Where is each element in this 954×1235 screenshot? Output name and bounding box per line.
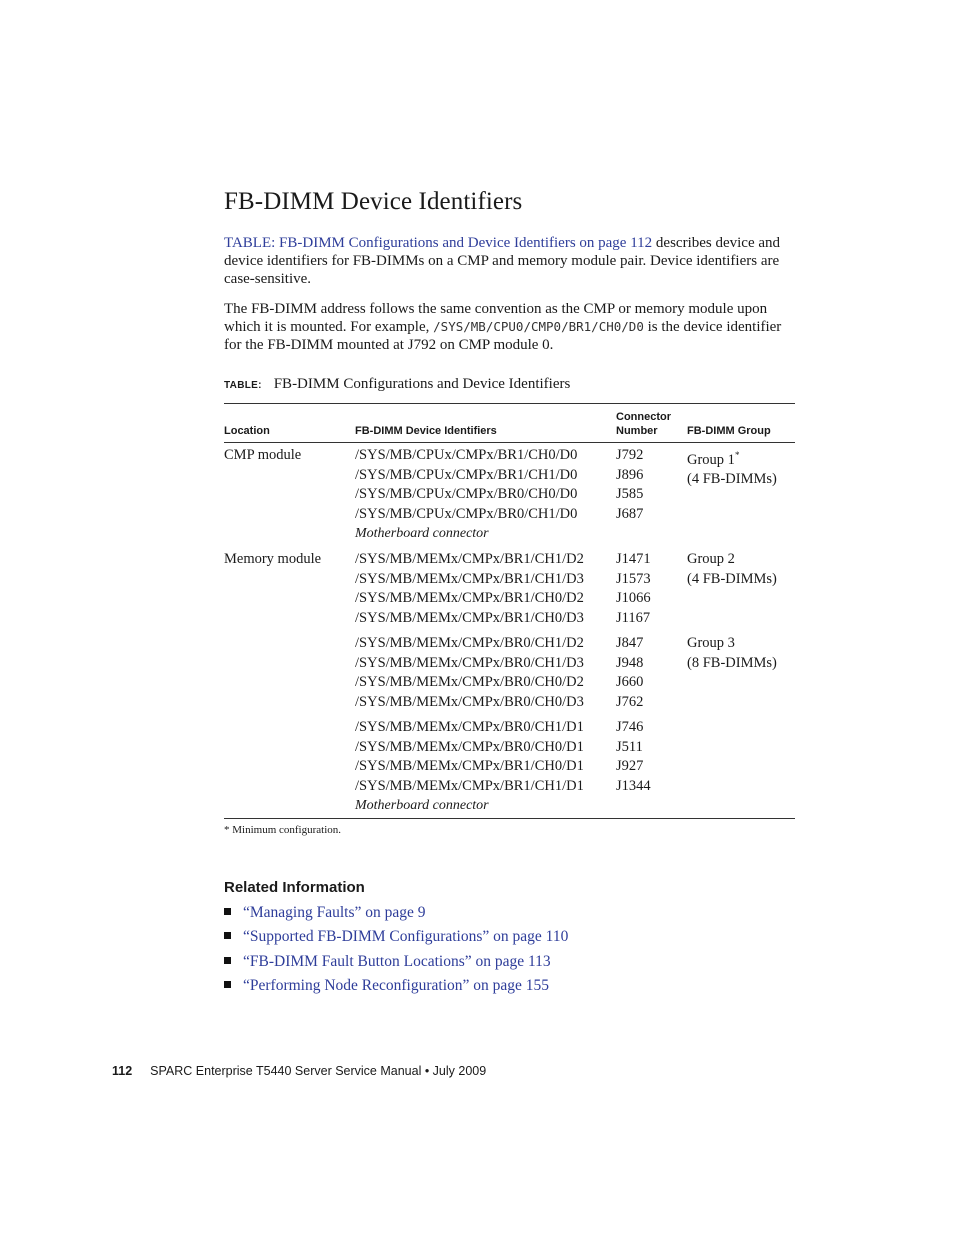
device-identifier: /SYS/MB/MEMx/CMPx/BR0/CH0/D2: [355, 674, 584, 690]
connector-number: J762: [616, 693, 644, 710]
related-link-item: [224, 951, 568, 975]
group-name: Group 3: [687, 635, 735, 651]
related-link-node-reconfiguration[interactable]: “Performing Node Reconfiguration” on page 155: [243, 976, 550, 994]
header-connector-line1: Connector: [616, 411, 671, 423]
header-device-identifiers: FB-DIMM Device Identifiers: [355, 425, 497, 437]
motherboard-connector-note: Motherboard connector: [355, 798, 489, 813]
address-text-after: is the device identifier for the FB-DIMM mounted at J792 on CMP module 0.: [224, 319, 782, 354]
footer-text: SPARC Enterprise T5440 Server Service Manual • July 2009: [150, 1064, 487, 1078]
square-bullet-icon: [224, 908, 231, 915]
device-identifier: /SYS/MB/MEMx/CMPx/BR1/CH1/D3: [355, 570, 584, 587]
connector-number: J1066: [616, 590, 651, 606]
related-link-supported-configurations[interactable]: “Supported FB-DIMM Configurations” on page 110: [243, 928, 569, 946]
memory-identifiers-group3b: [355, 718, 584, 816]
table-top-rule: [224, 403, 795, 404]
address-paragraph: [224, 300, 799, 355]
connector-number: J687: [616, 505, 644, 522]
square-bullet-icon: [224, 932, 231, 939]
memory-connectors-group3a: [616, 634, 643, 712]
group-label: Group 1: [687, 451, 735, 468]
related-links-list: [224, 902, 568, 999]
table-caption-label: TABLE:: [224, 380, 262, 391]
square-bullet-icon: [224, 957, 231, 964]
connector-number: J585: [616, 486, 644, 502]
connector-number: J1167: [616, 609, 651, 626]
connector-number: J1471: [616, 551, 651, 567]
memory-identifiers-group3a: [355, 634, 584, 712]
table-header-rule: [224, 442, 795, 443]
connector-number: J660: [616, 674, 644, 690]
cmp-identifiers: [355, 446, 577, 544]
memory-connectors-group3b: [616, 718, 651, 796]
group-count: (8 FB-DIMMs): [687, 654, 777, 671]
device-identifier: /SYS/MB/MEMx/CMPx/BR1/CH1/D1: [355, 777, 584, 794]
device-identifier: /SYS/MB/CPUx/CMPx/BR0/CH1/D0: [355, 505, 578, 522]
intro-paragraph: [224, 234, 799, 289]
memory-group2: [687, 550, 777, 589]
device-identifier: /SYS/MB/MEMx/CMPx/BR0/CH1/D2: [355, 635, 584, 651]
header-connector-line2: Number: [616, 425, 658, 437]
group-name: [687, 446, 777, 470]
device-identifier: /SYS/MB/MEMx/CMPx/BR1/CH0/D1: [355, 758, 584, 774]
related-link-item: [224, 975, 568, 999]
memory-connectors-group2: [616, 550, 651, 628]
related-link-managing-faults[interactable]: “Managing Faults” on page 9: [243, 904, 426, 921]
device-identifier: /SYS/MB/CPUx/CMPx/BR1/CH1/D0: [355, 466, 578, 483]
connector-number: J1344: [616, 777, 651, 794]
cmp-group: [687, 446, 777, 490]
connector-number: J511: [616, 738, 643, 755]
header-location: Location: [224, 425, 270, 437]
address-text-before: The FB-DIMM address follows the same convention as the CMP or memory module upon which it is mounted. For example,: [224, 301, 768, 336]
related-link-item: [224, 902, 568, 926]
device-identifier: /SYS/MB/MEMx/CMPx/BR0/CH1/D3: [355, 654, 584, 671]
page-title: FB-DIMM Device Identifiers: [224, 188, 523, 215]
page-footer: [112, 1064, 486, 1078]
group-name: Group 2: [687, 551, 735, 567]
group-count: (4 FB-DIMMs): [687, 570, 777, 587]
table-caption-text: FB-DIMM Configurations and Device Identifiers: [273, 376, 571, 392]
related-link-item: [224, 926, 568, 950]
device-identifier: /SYS/MB/MEMx/CMPx/BR0/CH0/D3: [355, 693, 584, 710]
device-identifier: /SYS/MB/MEMx/CMPx/BR0/CH1/D1: [355, 719, 584, 735]
connector-number: J948: [616, 654, 644, 671]
connector-number: J1573: [616, 570, 651, 587]
table-reference-link[interactable]: TABLE: FB-DIMM Configurations and Device Identifiers on page 112: [224, 235, 653, 251]
page-number: 112: [112, 1064, 133, 1078]
device-identifier: /SYS/MB/MEMx/CMPx/BR0/CH0/D1: [355, 738, 584, 755]
connector-number: J746: [616, 719, 644, 735]
connector-number: J927: [616, 758, 644, 774]
table-bottom-rule: [224, 818, 795, 819]
square-bullet-icon: [224, 981, 231, 988]
device-identifier: /SYS/MB/MEMx/CMPx/BR1/CH1/D2: [355, 551, 584, 567]
device-identifier: /SYS/MB/CPUx/CMPx/BR0/CH0/D0: [355, 486, 578, 502]
header-fbdimm-group: FB-DIMM Group: [687, 425, 771, 437]
header-connector-number: [616, 410, 671, 438]
connector-number: J792: [616, 447, 644, 463]
example-device-path: /SYS/MB/CPU0/CMP0/BR1/CH0/D0: [433, 319, 644, 335]
connector-number: J896: [616, 466, 644, 483]
connector-number: J847: [616, 635, 644, 651]
motherboard-connector-note: Motherboard connector: [355, 526, 489, 541]
memory-group3: [687, 634, 777, 673]
location-memory-module: Memory module: [224, 551, 322, 567]
related-link-fault-button-locations[interactable]: “FB-DIMM Fault Button Locations” on page 113: [243, 952, 551, 970]
intro-text: describes device and device identifiers for FB-DIMMs on a CMP and memory module pair. Device identifiers are case-sensitive.: [224, 235, 781, 288]
group-count: (4 FB-DIMMs): [687, 471, 777, 488]
cmp-connectors: [616, 446, 643, 524]
location-cmp-module: CMP module: [224, 447, 302, 463]
footnote-marker: *: [734, 450, 740, 460]
memory-identifiers-group2: [355, 550, 584, 628]
table-footnote: * Minimum configuration.: [224, 824, 342, 836]
table-caption: [224, 376, 570, 393]
related-information-heading: Related Information: [224, 879, 365, 896]
device-identifier: /SYS/MB/MEMx/CMPx/BR1/CH0/D3: [355, 609, 584, 626]
device-identifier: /SYS/MB/CPUx/CMPx/BR1/CH0/D0: [355, 447, 578, 463]
device-identifier: /SYS/MB/MEMx/CMPx/BR1/CH0/D2: [355, 590, 584, 606]
